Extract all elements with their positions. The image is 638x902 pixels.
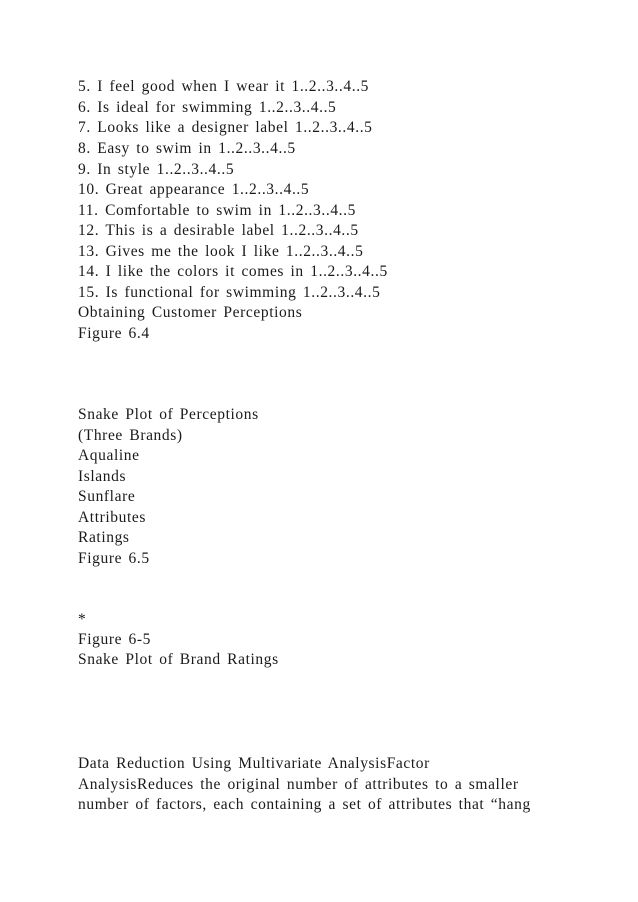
survey-item: 11. Comfortable to swim in 1..2..3..4..5 [78,202,356,219]
ratings-label: Ratings [78,529,130,546]
section-title: Snake Plot of Perceptions [78,406,259,423]
paragraph-line: number of factors, each containing a set of attributes that “hang [78,796,531,813]
attributes-label: Attributes [78,509,146,526]
survey-item: 13. Gives me the look I like 1..2..3..4..5 [78,243,364,260]
brand-label: Sunflare [78,488,136,505]
survey-item: 5. I feel good when I wear it 1..2..3..4..5 [78,78,370,95]
paragraph-line: AnalysisReduces the original number of attributes to a smaller [78,776,519,793]
survey-item: 9. In style 1..2..3..4..5 [78,161,235,178]
brand-label: Islands [78,468,127,485]
figure-caption: Figure 6-5 [78,631,152,648]
survey-item: 12. This is a desirable label 1..2..3..4..5 [78,222,359,239]
figure-caption: Figure 6.5 [78,550,150,567]
survey-item: 15. Is functional for swimming 1..2..3..4..5 [78,284,381,301]
survey-item: 6. Is ideal for swimming 1..2..3..4..5 [78,99,337,116]
survey-item: 7. Looks like a designer label 1..2..3..4..5 [78,119,373,136]
survey-item: 8. Easy to swim in 1..2..3..4..5 [78,140,296,157]
section-title: Obtaining Customer Perceptions [78,304,303,321]
bullet-marker: * [78,611,87,628]
survey-item: 10. Great appearance 1..2..3..4..5 [78,181,310,198]
paragraph-line: Data Reduction Using Multivariate AnalysisFactor [78,755,430,772]
section-subtitle: (Three Brands) [78,427,183,444]
figure-caption: Figure 6.4 [78,325,150,342]
brand-label: Aqualine [78,447,140,464]
survey-item: 14. I like the colors it comes in 1..2..3..4..5 [78,263,388,280]
section-title: Snake Plot of Brand Ratings [78,651,279,668]
